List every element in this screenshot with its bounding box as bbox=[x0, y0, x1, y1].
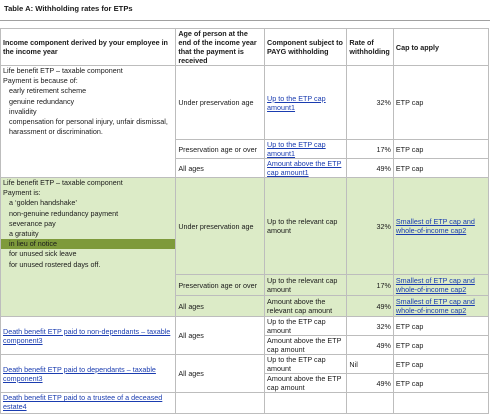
rate-cell[interactable] bbox=[347, 393, 393, 414]
cap-cell[interactable]: ETP cap bbox=[393, 336, 488, 355]
cap-cell[interactable]: ETP cap bbox=[393, 317, 488, 336]
table-row[interactable] bbox=[1, 66, 489, 140]
list-item: for unused sick leave bbox=[9, 249, 77, 259]
age-cell[interactable]: Under preservation age bbox=[176, 178, 265, 275]
subject-cell[interactable]: Amount above the ETP cap amount bbox=[265, 374, 347, 393]
rate-cell[interactable]: 17% bbox=[347, 140, 393, 159]
component-cell[interactable] bbox=[1, 66, 176, 178]
list-item: a ‘golden handshake’ bbox=[9, 198, 77, 208]
rate-cell[interactable]: 49% bbox=[347, 296, 393, 317]
header-subject: Component subject to PAYG withholding bbox=[265, 29, 347, 66]
component-link[interactable]: Death benefit ETP paid to dependants – taxable component3 bbox=[1, 355, 176, 393]
cap-cell[interactable] bbox=[393, 393, 488, 414]
cap-cell[interactable]: ETP cap bbox=[393, 159, 488, 178]
rate-cell[interactable]: 32% bbox=[347, 66, 393, 140]
table-title: Table A: Withholding rates for ETPs bbox=[4, 4, 133, 13]
list-item: genuine redundancy bbox=[9, 96, 75, 106]
list-item: a gratuity bbox=[9, 228, 39, 238]
list-item: Payment is: bbox=[3, 188, 41, 198]
rate-cell[interactable]: 32% bbox=[347, 317, 393, 336]
list-item: for unused rostered days off. bbox=[9, 259, 101, 269]
rate-cell[interactable]: Nil bbox=[347, 355, 393, 374]
table-row[interactable] bbox=[1, 393, 489, 414]
age-cell[interactable]: All ages bbox=[176, 355, 265, 393]
component-cell[interactable] bbox=[1, 178, 176, 317]
subject-cell[interactable]: Up to the relevant cap amount bbox=[265, 178, 347, 275]
age-cell[interactable]: All ages bbox=[176, 159, 265, 178]
cap-link[interactable]: Smallest of ETP cap and whole-of-income cap2 bbox=[393, 275, 488, 296]
list-item: severance pay bbox=[9, 218, 56, 228]
age-cell[interactable]: All ages bbox=[176, 317, 265, 355]
cap-cell[interactable]: ETP cap bbox=[393, 374, 488, 393]
cap-cell[interactable]: ETP cap bbox=[393, 355, 488, 374]
subject-cell[interactable]: Up to the ETP cap amount bbox=[265, 355, 347, 374]
subject-link[interactable]: Amount above the ETP cap amount1 bbox=[265, 159, 347, 178]
age-cell[interactable]: Under preservation age bbox=[176, 66, 265, 140]
age-cell[interactable]: All ages bbox=[176, 296, 265, 317]
header-age: Age of person at the end of the income year that the payment is received bbox=[176, 29, 265, 66]
subject-cell[interactable]: Amount above the ETP cap amount bbox=[265, 336, 347, 355]
component-link[interactable]: Death benefit ETP paid to non-dependants – taxable component3 bbox=[1, 317, 176, 355]
subject-cell[interactable]: Up to the ETP cap amount bbox=[265, 317, 347, 336]
subject-cell[interactable]: Amount above the relevant cap amount bbox=[265, 296, 347, 317]
subject-link[interactable]: Up to the ETP cap amount1 bbox=[265, 140, 347, 159]
list-item: Life benefit ETP – taxable component bbox=[3, 178, 123, 187]
subject-link[interactable]: Up to the ETP cap amount1 bbox=[265, 66, 347, 140]
cap-link[interactable]: Smallest of ETP cap and whole-of-income cap2 bbox=[393, 178, 488, 275]
subject-cell[interactable] bbox=[265, 393, 347, 414]
rate-cell[interactable]: 49% bbox=[347, 374, 393, 393]
list-item: compensation for personal injury, unfair dismissal, bbox=[9, 116, 168, 126]
table-row[interactable] bbox=[1, 317, 489, 336]
cap-link[interactable]: Smallest of ETP cap and whole-of-income cap2 bbox=[393, 296, 488, 317]
age-cell[interactable]: Preservation age or over bbox=[176, 140, 265, 159]
rate-cell[interactable]: 32% bbox=[347, 178, 393, 275]
list-item: Life benefit ETP – taxable component bbox=[3, 66, 123, 75]
component-link[interactable]: Death benefit ETP paid to a trustee of a deceased estate4 bbox=[1, 393, 176, 414]
list-item: early retirement scheme bbox=[9, 86, 87, 96]
rate-cell[interactable]: 17% bbox=[347, 275, 393, 296]
withholding-table bbox=[0, 28, 489, 414]
list-item: harassment or discrimination. bbox=[9, 127, 103, 137]
cap-cell[interactable]: ETP cap bbox=[393, 66, 488, 140]
list-item: Payment is because of: bbox=[3, 76, 78, 86]
highlighted-list-item: in lieu of notice bbox=[1, 239, 175, 249]
title-bar bbox=[0, 0, 490, 20]
subject-cell[interactable]: Up to the relevant cap amount bbox=[265, 275, 347, 296]
table-row[interactable] bbox=[1, 178, 489, 275]
header-component: Income component derived by your employee in the income year bbox=[1, 29, 176, 66]
age-cell[interactable] bbox=[176, 393, 265, 414]
header-cap: Cap to apply bbox=[393, 29, 488, 66]
rate-cell[interactable]: 49% bbox=[347, 336, 393, 355]
header-rate: Rate of withholding bbox=[347, 29, 393, 66]
list-item: invalidity bbox=[9, 106, 37, 116]
list-item: non-genuine redundancy payment bbox=[9, 208, 119, 218]
table-row[interactable] bbox=[1, 355, 489, 374]
header-row bbox=[1, 29, 489, 66]
cap-cell[interactable]: ETP cap bbox=[393, 140, 488, 159]
age-cell[interactable]: Preservation age or over bbox=[176, 275, 265, 296]
rate-cell[interactable]: 49% bbox=[347, 159, 393, 178]
